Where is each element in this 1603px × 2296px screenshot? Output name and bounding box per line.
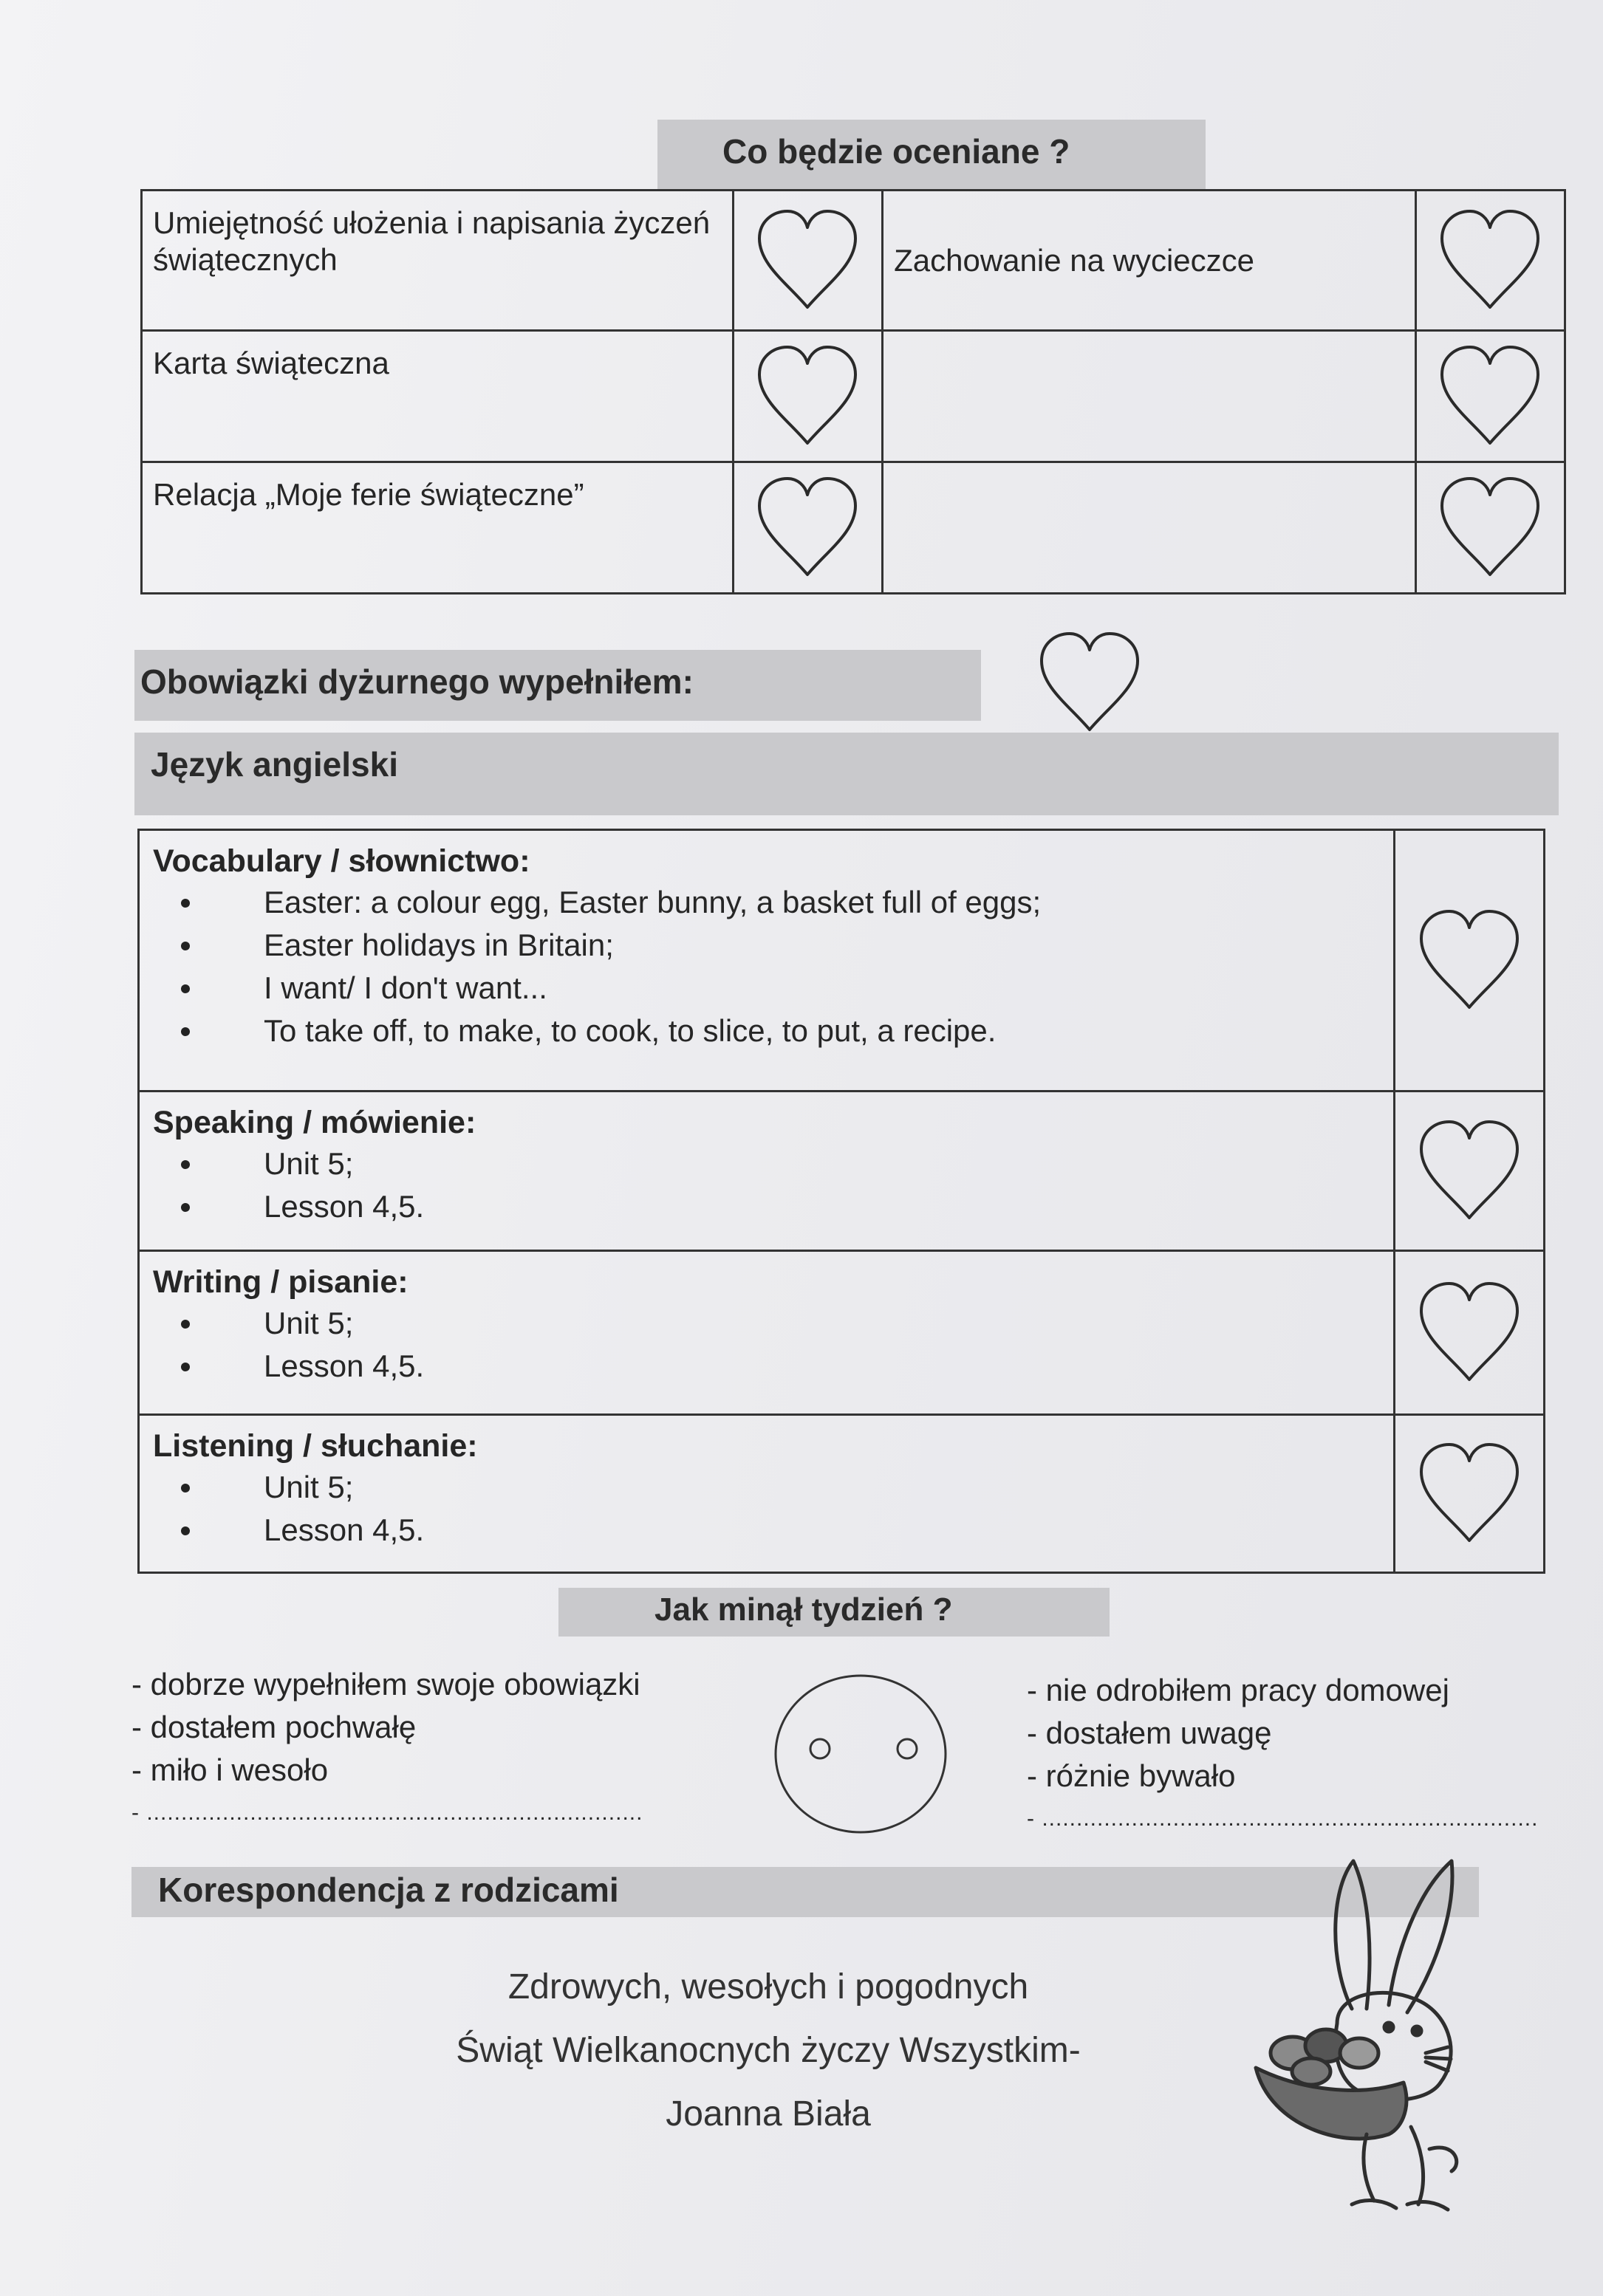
easter-bunny-illustration bbox=[1241, 1831, 1485, 2216]
list-item: Easter: a colour egg, Easter bunny, a basket full of eggs; bbox=[153, 881, 1380, 924]
assessment-title: Co będzie oceniane ? bbox=[722, 132, 1070, 171]
section-heading: Writing / pisanie: bbox=[153, 1264, 409, 1300]
closing-line: Świąt Wielkanocnych życzy Wszystkim- bbox=[456, 2031, 1081, 2070]
heart-outline-icon bbox=[1417, 341, 1564, 452]
assessment-right-cell bbox=[883, 191, 1416, 331]
english-section bbox=[139, 1415, 1395, 1573]
heart-outline-icon bbox=[1417, 205, 1564, 316]
list-item: Unit 5; bbox=[153, 1302, 1380, 1345]
heart-outline-icon bbox=[734, 473, 881, 583]
assessment-item bbox=[883, 332, 1415, 358]
heart-outline-icon bbox=[1395, 905, 1543, 1016]
heart-outline-icon bbox=[734, 205, 881, 316]
list-item: - ........................................................................ bbox=[1027, 1806, 1539, 1831]
heart-cell bbox=[733, 191, 882, 331]
english-table bbox=[137, 829, 1545, 1574]
heart-cell bbox=[1395, 1092, 1545, 1251]
section-list bbox=[153, 1302, 1380, 1388]
list-item: - dostałem uwagę bbox=[1027, 1716, 1272, 1750]
assessment-item bbox=[883, 463, 1415, 490]
blank-face-icon bbox=[768, 1669, 953, 1839]
assessment-item: Umiejętność ułożenia i napisania życzeń świątecznych bbox=[153, 205, 711, 277]
assessment-right-cell bbox=[883, 462, 1416, 594]
correspondence-title: Korespondencja z rodzicami bbox=[158, 1871, 619, 1909]
closing-line: Zdrowych, wesołych i pogodnych bbox=[507, 1967, 1029, 2007]
english-section bbox=[139, 1251, 1395, 1415]
section-list bbox=[153, 1142, 1380, 1228]
list-item: Lesson 4,5. bbox=[153, 1509, 1380, 1552]
assessment-item: Relacja „Moje ferie świąteczne” bbox=[153, 477, 584, 512]
list-item: I want/ I don't want... bbox=[153, 967, 1380, 1010]
heart-cell bbox=[1395, 1251, 1545, 1415]
heart-cell bbox=[1415, 191, 1565, 331]
list-item: - ........................................................................ bbox=[131, 1800, 643, 1825]
week-right-list bbox=[1027, 1669, 1538, 1840]
heart-cell bbox=[1395, 830, 1545, 1092]
heart-cell bbox=[1415, 331, 1565, 462]
english-section bbox=[139, 1092, 1395, 1251]
section-list bbox=[153, 881, 1380, 1052]
heart-outline-icon bbox=[1395, 1116, 1543, 1227]
heart-cell bbox=[1415, 462, 1565, 594]
heart-outline-icon bbox=[1395, 1278, 1543, 1388]
assessment-left-cell bbox=[142, 331, 734, 462]
english-title: Język angielski bbox=[151, 745, 398, 784]
heart-outline-icon bbox=[734, 341, 881, 452]
list-item: - dostałem pochwałę bbox=[131, 1710, 417, 1744]
english-section bbox=[139, 830, 1395, 1092]
week-title: Jak minął tydzień ? bbox=[654, 1591, 953, 1628]
list-item: - różnie bywało bbox=[1027, 1758, 1236, 1793]
list-item: Lesson 4,5. bbox=[153, 1345, 1380, 1388]
list-item: To take off, to make, to cook, to slice, to put, a recipe. bbox=[153, 1010, 1380, 1052]
list-item: - miło i wesoło bbox=[131, 1752, 329, 1787]
heart-cell bbox=[733, 331, 882, 462]
heart-outline-icon bbox=[1417, 473, 1564, 583]
list-item: - nie odrobiłem pracy domowej bbox=[1027, 1673, 1449, 1707]
section-list bbox=[153, 1466, 1380, 1552]
week-left-list bbox=[131, 1663, 643, 1834]
heart-cell bbox=[1395, 1415, 1545, 1573]
list-item: - dobrze wypełniłem swoje obowiązki bbox=[131, 1667, 640, 1702]
list-item: Easter holidays in Britain; bbox=[153, 924, 1380, 967]
section-heading: Listening / słuchanie: bbox=[153, 1428, 478, 1464]
list-item: Lesson 4,5. bbox=[153, 1185, 1380, 1228]
duty-title: Obowiązki dyżurnego wypełniłem: bbox=[140, 662, 694, 701]
assessment-item: Zachowanie na wycieczce bbox=[894, 242, 1254, 278]
assessment-right-cell bbox=[883, 331, 1416, 462]
list-item: Unit 5; bbox=[153, 1142, 1380, 1185]
closing-line: Joanna Biała bbox=[666, 2094, 871, 2134]
section-heading: Vocabulary / słownictwo: bbox=[153, 843, 530, 879]
heart-outline-icon bbox=[1395, 1439, 1543, 1549]
list-item: Unit 5; bbox=[153, 1466, 1380, 1509]
assessment-left-cell bbox=[142, 462, 734, 594]
assessment-left-cell bbox=[142, 191, 734, 331]
section-heading: Speaking / mówienie: bbox=[153, 1105, 476, 1140]
heart-outline-icon bbox=[1034, 628, 1145, 739]
assessment-item: Karta świąteczna bbox=[153, 346, 389, 380]
heart-cell bbox=[733, 462, 882, 594]
assessment-table bbox=[140, 189, 1566, 594]
